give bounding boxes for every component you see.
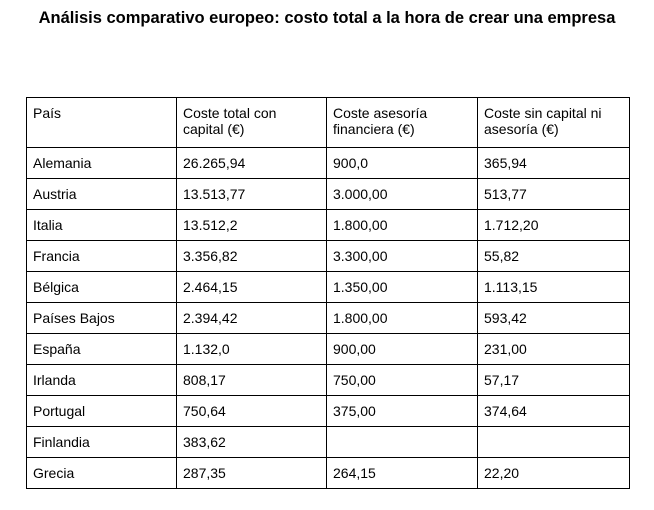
header-financial-advisory-cost: Coste asesoría financiera (€): [327, 98, 478, 148]
cell-net-cost: 1.113,15: [478, 272, 630, 303]
cell-advisory-cost: 900,0: [327, 148, 478, 179]
cell-country: Países Bajos: [27, 303, 177, 334]
cell-advisory-cost: 750,00: [327, 365, 478, 396]
table-row: [27, 303, 630, 334]
cell-advisory-cost: 375,00: [327, 396, 478, 427]
cell-net-cost: 231,00: [478, 334, 630, 365]
cell-advisory-cost: 264,15: [327, 458, 478, 489]
header-country: País: [27, 98, 177, 148]
cell-total-cost: 750,64: [177, 396, 327, 427]
cell-total-cost: 808,17: [177, 365, 327, 396]
cell-total-cost: 1.132,0: [177, 334, 327, 365]
cell-advisory-cost: 1.800,00: [327, 210, 478, 241]
cell-country: Francia: [27, 241, 177, 272]
cell-net-cost: 513,77: [478, 179, 630, 210]
document-title: Análisis comparativo europeo: costo total a la hora de crear una empresa: [38, 9, 616, 27]
cell-net-cost: 55,82: [478, 241, 630, 272]
cell-country: Grecia: [27, 458, 177, 489]
table-row: [27, 458, 630, 489]
cell-total-cost: 287,35: [177, 458, 327, 489]
cell-advisory-cost: 3.300,00: [327, 241, 478, 272]
cell-total-cost: 2.464,15: [177, 272, 327, 303]
header-total-cost-with-capital: Coste total con capital (€): [177, 98, 327, 148]
cell-total-cost: 3.356,82: [177, 241, 327, 272]
cell-country: Irlanda: [27, 365, 177, 396]
cell-total-cost: 2.394,42: [177, 303, 327, 334]
cell-net-cost: 365,94: [478, 148, 630, 179]
cost-comparison-table: [26, 97, 630, 489]
cell-country: España: [27, 334, 177, 365]
cell-total-cost: 13.512,2: [177, 210, 327, 241]
cell-total-cost: 383,62: [177, 427, 327, 458]
table-body: [27, 148, 630, 489]
table-row: [27, 334, 630, 365]
cell-net-cost: 374,64: [478, 396, 630, 427]
cell-advisory-cost: 3.000,00: [327, 179, 478, 210]
cell-net-cost: 593,42: [478, 303, 630, 334]
cell-advisory-cost: 1.350,00: [327, 272, 478, 303]
table-row: [27, 427, 630, 458]
table-header-row: [27, 98, 630, 148]
cell-net-cost: 22,20: [478, 458, 630, 489]
table-row: [27, 272, 630, 303]
cell-advisory-cost: [327, 427, 478, 458]
table-row: [27, 365, 630, 396]
cell-net-cost: [478, 427, 630, 458]
cell-net-cost: 57,17: [478, 365, 630, 396]
cell-country: Alemania: [27, 148, 177, 179]
header-cost-without-capital-or-advisory: Coste sin capital ni asesoría (€): [478, 98, 630, 148]
table-row: [27, 396, 630, 427]
cell-advisory-cost: 1.800,00: [327, 303, 478, 334]
cell-country: Italia: [27, 210, 177, 241]
table-row: [27, 210, 630, 241]
cell-total-cost: 26.265,94: [177, 148, 327, 179]
table-row: [27, 241, 630, 272]
cell-country: Finlandia: [27, 427, 177, 458]
cell-advisory-cost: 900,00: [327, 334, 478, 365]
cell-country: Portugal: [27, 396, 177, 427]
table-row: [27, 148, 630, 179]
cell-country: Bélgica: [27, 272, 177, 303]
cell-total-cost: 13.513,77: [177, 179, 327, 210]
cell-net-cost: 1.712,20: [478, 210, 630, 241]
table-row: [27, 179, 630, 210]
cell-country: Austria: [27, 179, 177, 210]
